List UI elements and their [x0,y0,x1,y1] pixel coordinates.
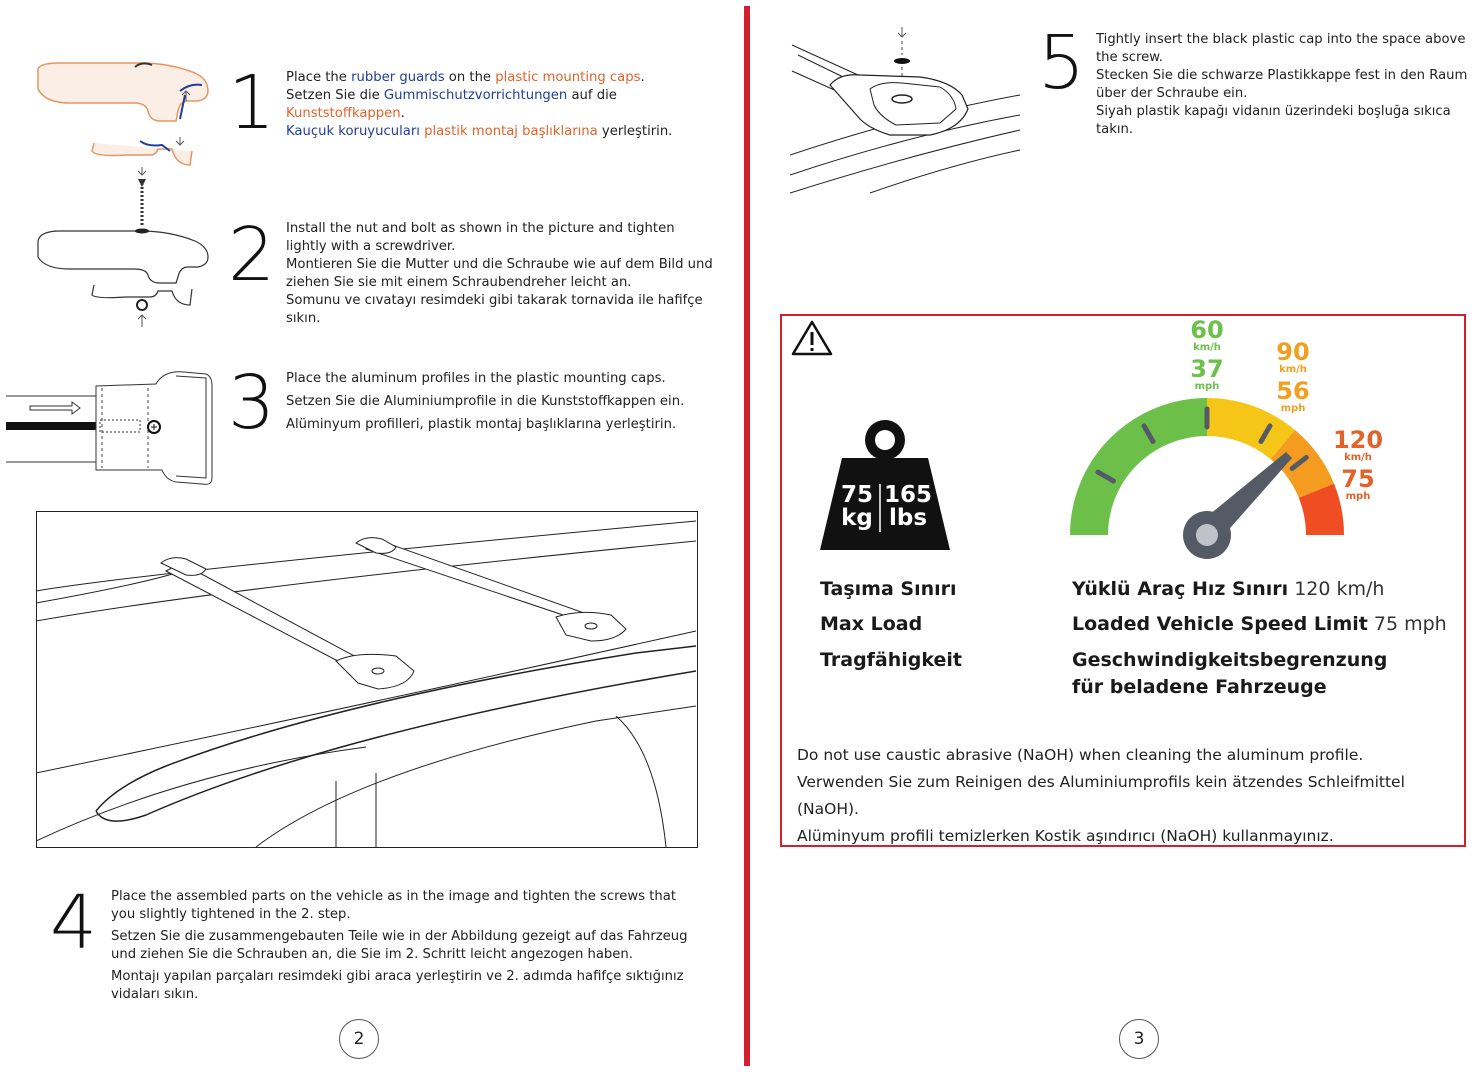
car-roof-rack-illustration [36,511,698,848]
speedometer-gauge [1060,390,1360,570]
gauge-orange-arc [1283,445,1317,491]
load-label-tr: Taşıma Sınırı [820,578,957,600]
gauge-yellow-arc [1207,417,1283,445]
step5-number: 5 [1038,20,1086,106]
speed-label-de: Geschwindigkeitsbegrenzung für beladene Fahrzeuge [1072,649,1388,698]
step2-number: 2 [228,212,276,298]
step1-text: Place the rubber guards on the plastic mounting caps. Setzen Sie die Gummischutzvorrichtungen auf die Kunststoffkappen. Kauçuk koruyucuları plastik montaj başlıklarına yerleştirin. [286,70,673,139]
step4-text: Place the assembled parts on the vehicle as in the image and tighten the screws that you slightly tightened in the 2. step. Setzen Sie die zusammengebauten Teile wie in der Abbildung gezeigt auf das Fahrzeug und ziehen Sie die Schrauben an, die Sie im 2. Schritt leicht angezogen haben. Montajı yapılan parçaları resimdeki gibi araca yerleştirin ve 2. adımda hafifçe sıktığınız vidaları sıkın. [111,889,688,1002]
page-divider [744,6,750,1066]
step1-number: 1 [228,60,276,146]
step3-number: 3 [228,360,276,446]
step5-illustration [790,25,1025,195]
step1-illustration [30,55,215,170]
step5-text: Tightly insert the black plastic cap into the space above the screw. Stecken Sie die schwarze Plastikkappe fest in den Raum über der Schraube ein. Siyah plastik kapağı vidanın üzerindeki boşluğa sıkıca takın. [1096,32,1468,137]
cleaning-note: Do not use caustic abrasive (NaOH) when cleaning the aluminum profile. Verwenden Sie zum Reinigen des Aluminiumprofils kein ätzendes Schleifmittel (NaOH). Alüminyum profili temizlerken Kostik aşındırıcı (NaOH) kullanmayınız. [797,746,1405,845]
weight-kg: 75 kg [840,482,873,531]
step3-text: Place the aluminum profiles in the plastic mounting caps. Setzen Sie die Aluminiumprofile in die Kunststoffkappen ein. Alüminyum profilleri, plastik montaj başlıklarına yerleştirin. [286,371,685,432]
load-label-en: Max Load [820,613,923,635]
warning-icon [790,319,834,357]
speed-90: 90 km/h 56 mph [1276,338,1310,414]
load-label-de: Tragfähigkeit [820,649,962,671]
step4-number: 4 [50,880,98,966]
step2-text: Install the nut and bolt as shown in the picture and tighten lightly with a screwdriver. Montieren Sie die Mutter und die Schraube wie auf dem Bild und ziehen Sie sie mit einem Schraubendreher leicht an. Somunu ve cıvatayı resimdeki gibi takarak tornavida ile hafifçe sıkın. [286,221,713,326]
step3-illustration [6,366,216,488]
speed-120: 120 km/h 75 mph [1332,426,1384,502]
gauge-red-arc [1316,491,1325,535]
step2-illustration [30,165,215,330]
weight-lbs: 165 lbs [884,482,933,531]
page-number-right: 3 [1119,1019,1159,1059]
speed-60: 60 km/h 37 mph [1190,316,1224,392]
page-number-left: 2 [339,1019,379,1059]
speed-label-tr: Yüklü Araç Hız Sınırı 120 km/h [1072,578,1385,600]
speed-label-en: Loaded Vehicle Speed Limit 75 mph [1072,613,1447,635]
